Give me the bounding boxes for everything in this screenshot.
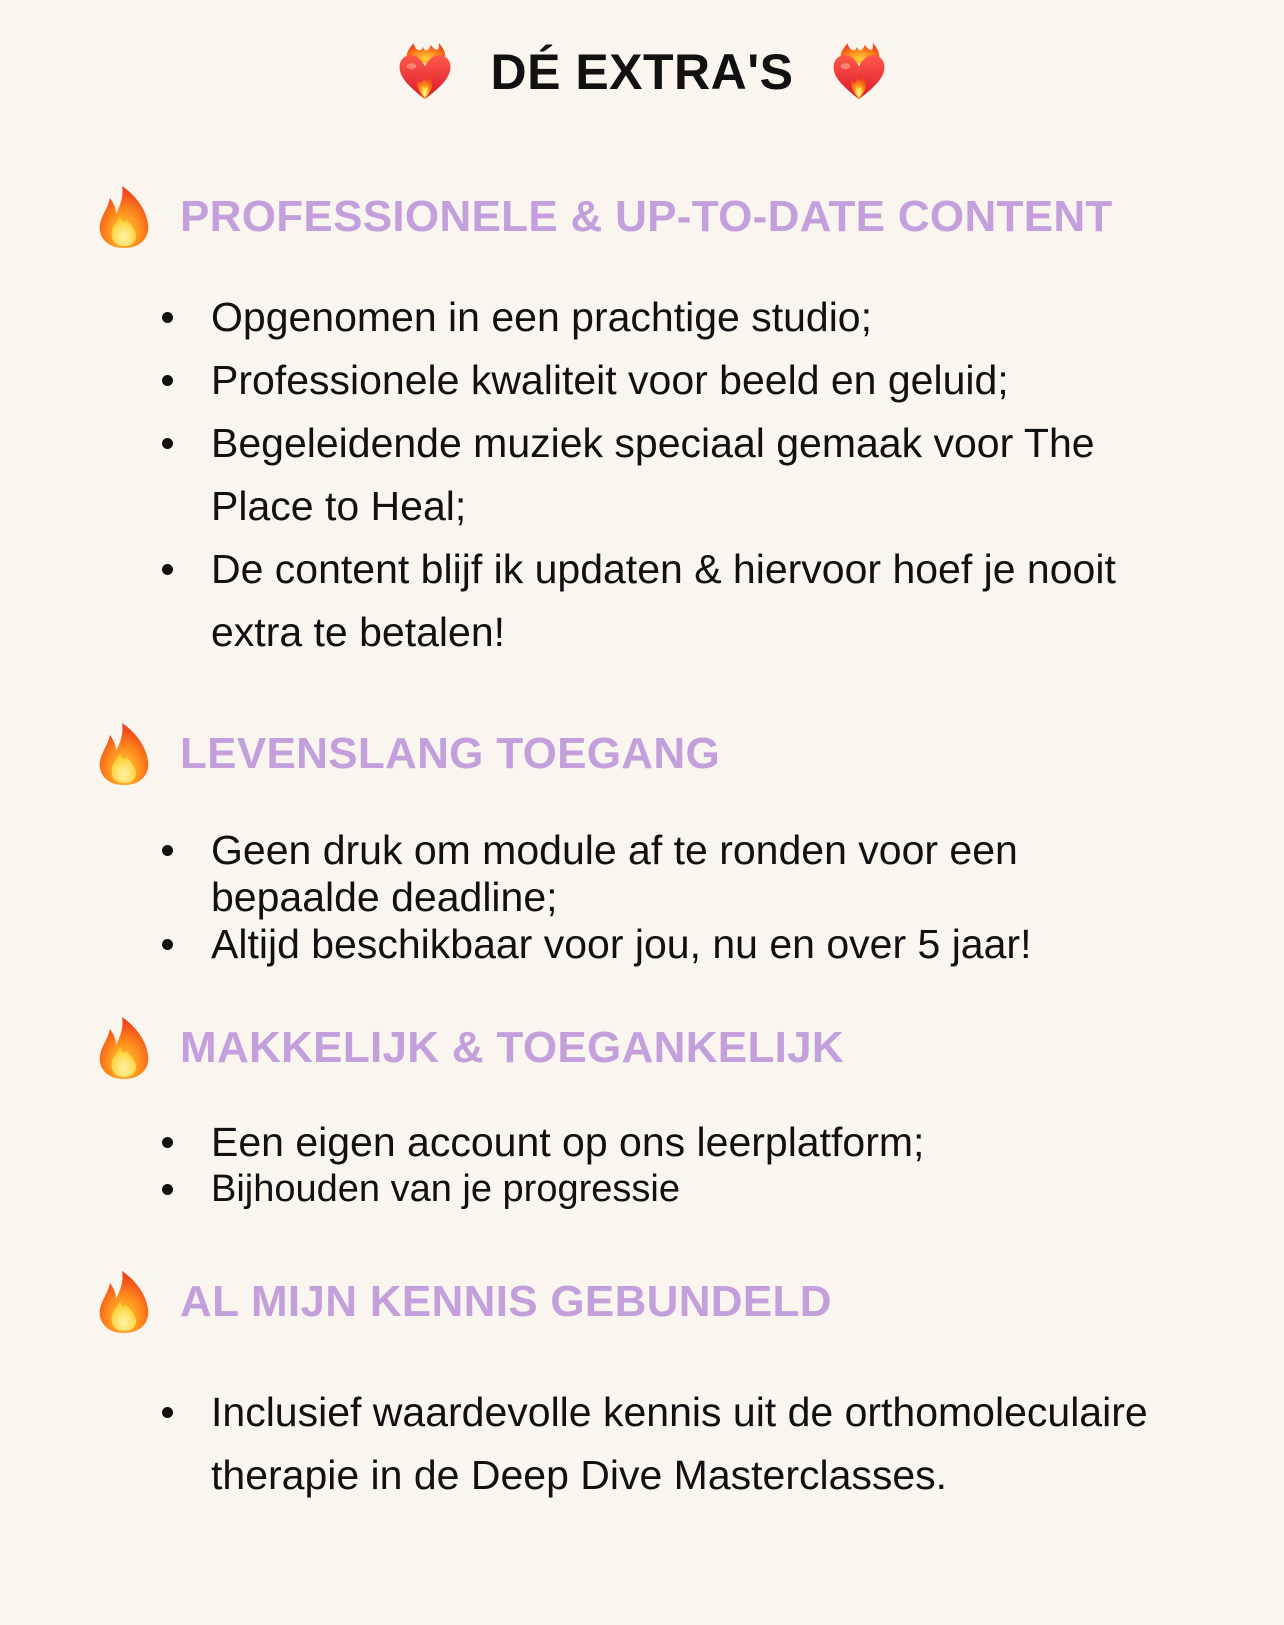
section-title: LEVENSLANG TOEGANG [180,729,720,778]
list-item-text: Bijhouden van je progressie [211,1168,680,1210]
bullet-list [0,286,1284,664]
bullet-dot [162,939,173,950]
heart-on-fire-icon [394,41,456,103]
section-title: AL MIJN KENNIS GEBUNDELD [180,1277,832,1326]
list-item-text: Geen druk om module af te ronden voor een bepaalde deadline; [211,827,1018,920]
bullet-dot [162,1407,173,1418]
list-item [0,827,1284,921]
list-item [0,921,1284,968]
section-title: PROFESSIONELE & UP-TO-DATE CONTENT [180,192,1113,241]
list-item [0,1381,1284,1507]
heart-on-fire-icon [828,41,890,103]
bullet-dot [162,1137,173,1148]
list-item-text: Altijd beschikbaar voor jou, nu en over 5 jaar! [211,921,1032,967]
list-item [0,286,1284,349]
section-heading [94,719,720,789]
fire-icon [94,1269,154,1335]
section-title: MAKKELIJK & TOEGANKELIJK [180,1023,844,1072]
bullet-list [0,827,1284,968]
bullet-list [0,1119,1284,1213]
fire-icon [94,721,154,787]
list-item-text: Inclusief waardevolle kennis uit de orthomoleculaire therapie in de Deep Dive Masterclasses. [211,1389,1148,1498]
bullet-dot [162,375,173,386]
section-heading [94,1267,832,1337]
fire-icon [94,184,154,250]
list-item [0,538,1284,664]
list-item [0,349,1284,412]
list-item-text: Begeleidende muziek speciaal gemaak voor The Place to Heal; [211,420,1095,529]
bullet-dot [162,438,173,449]
list-item [0,1166,1284,1213]
list-item-text: Een eigen account op ons leerplatform; [211,1119,925,1165]
fire-icon [94,1015,154,1081]
bullet-dot [162,1184,173,1195]
page-title: DÉ EXTRA'S [490,44,794,100]
list-item [0,1119,1284,1166]
list-item-text: Opgenomen in een prachtige studio; [211,294,873,340]
bullet-list [0,1381,1284,1507]
list-item-text: De content blijf ik updaten & hiervoor hoef je nooit extra te betalen! [211,546,1116,655]
section-heading [94,1013,844,1083]
section-heading [94,182,1113,252]
list-item [0,412,1284,538]
list-item-text: Professionele kwaliteit voor beeld en geluid; [211,357,1009,403]
bullet-dot [162,564,173,575]
bullet-dot [162,845,173,856]
page-header [0,36,1284,108]
bullet-dot [162,312,173,323]
